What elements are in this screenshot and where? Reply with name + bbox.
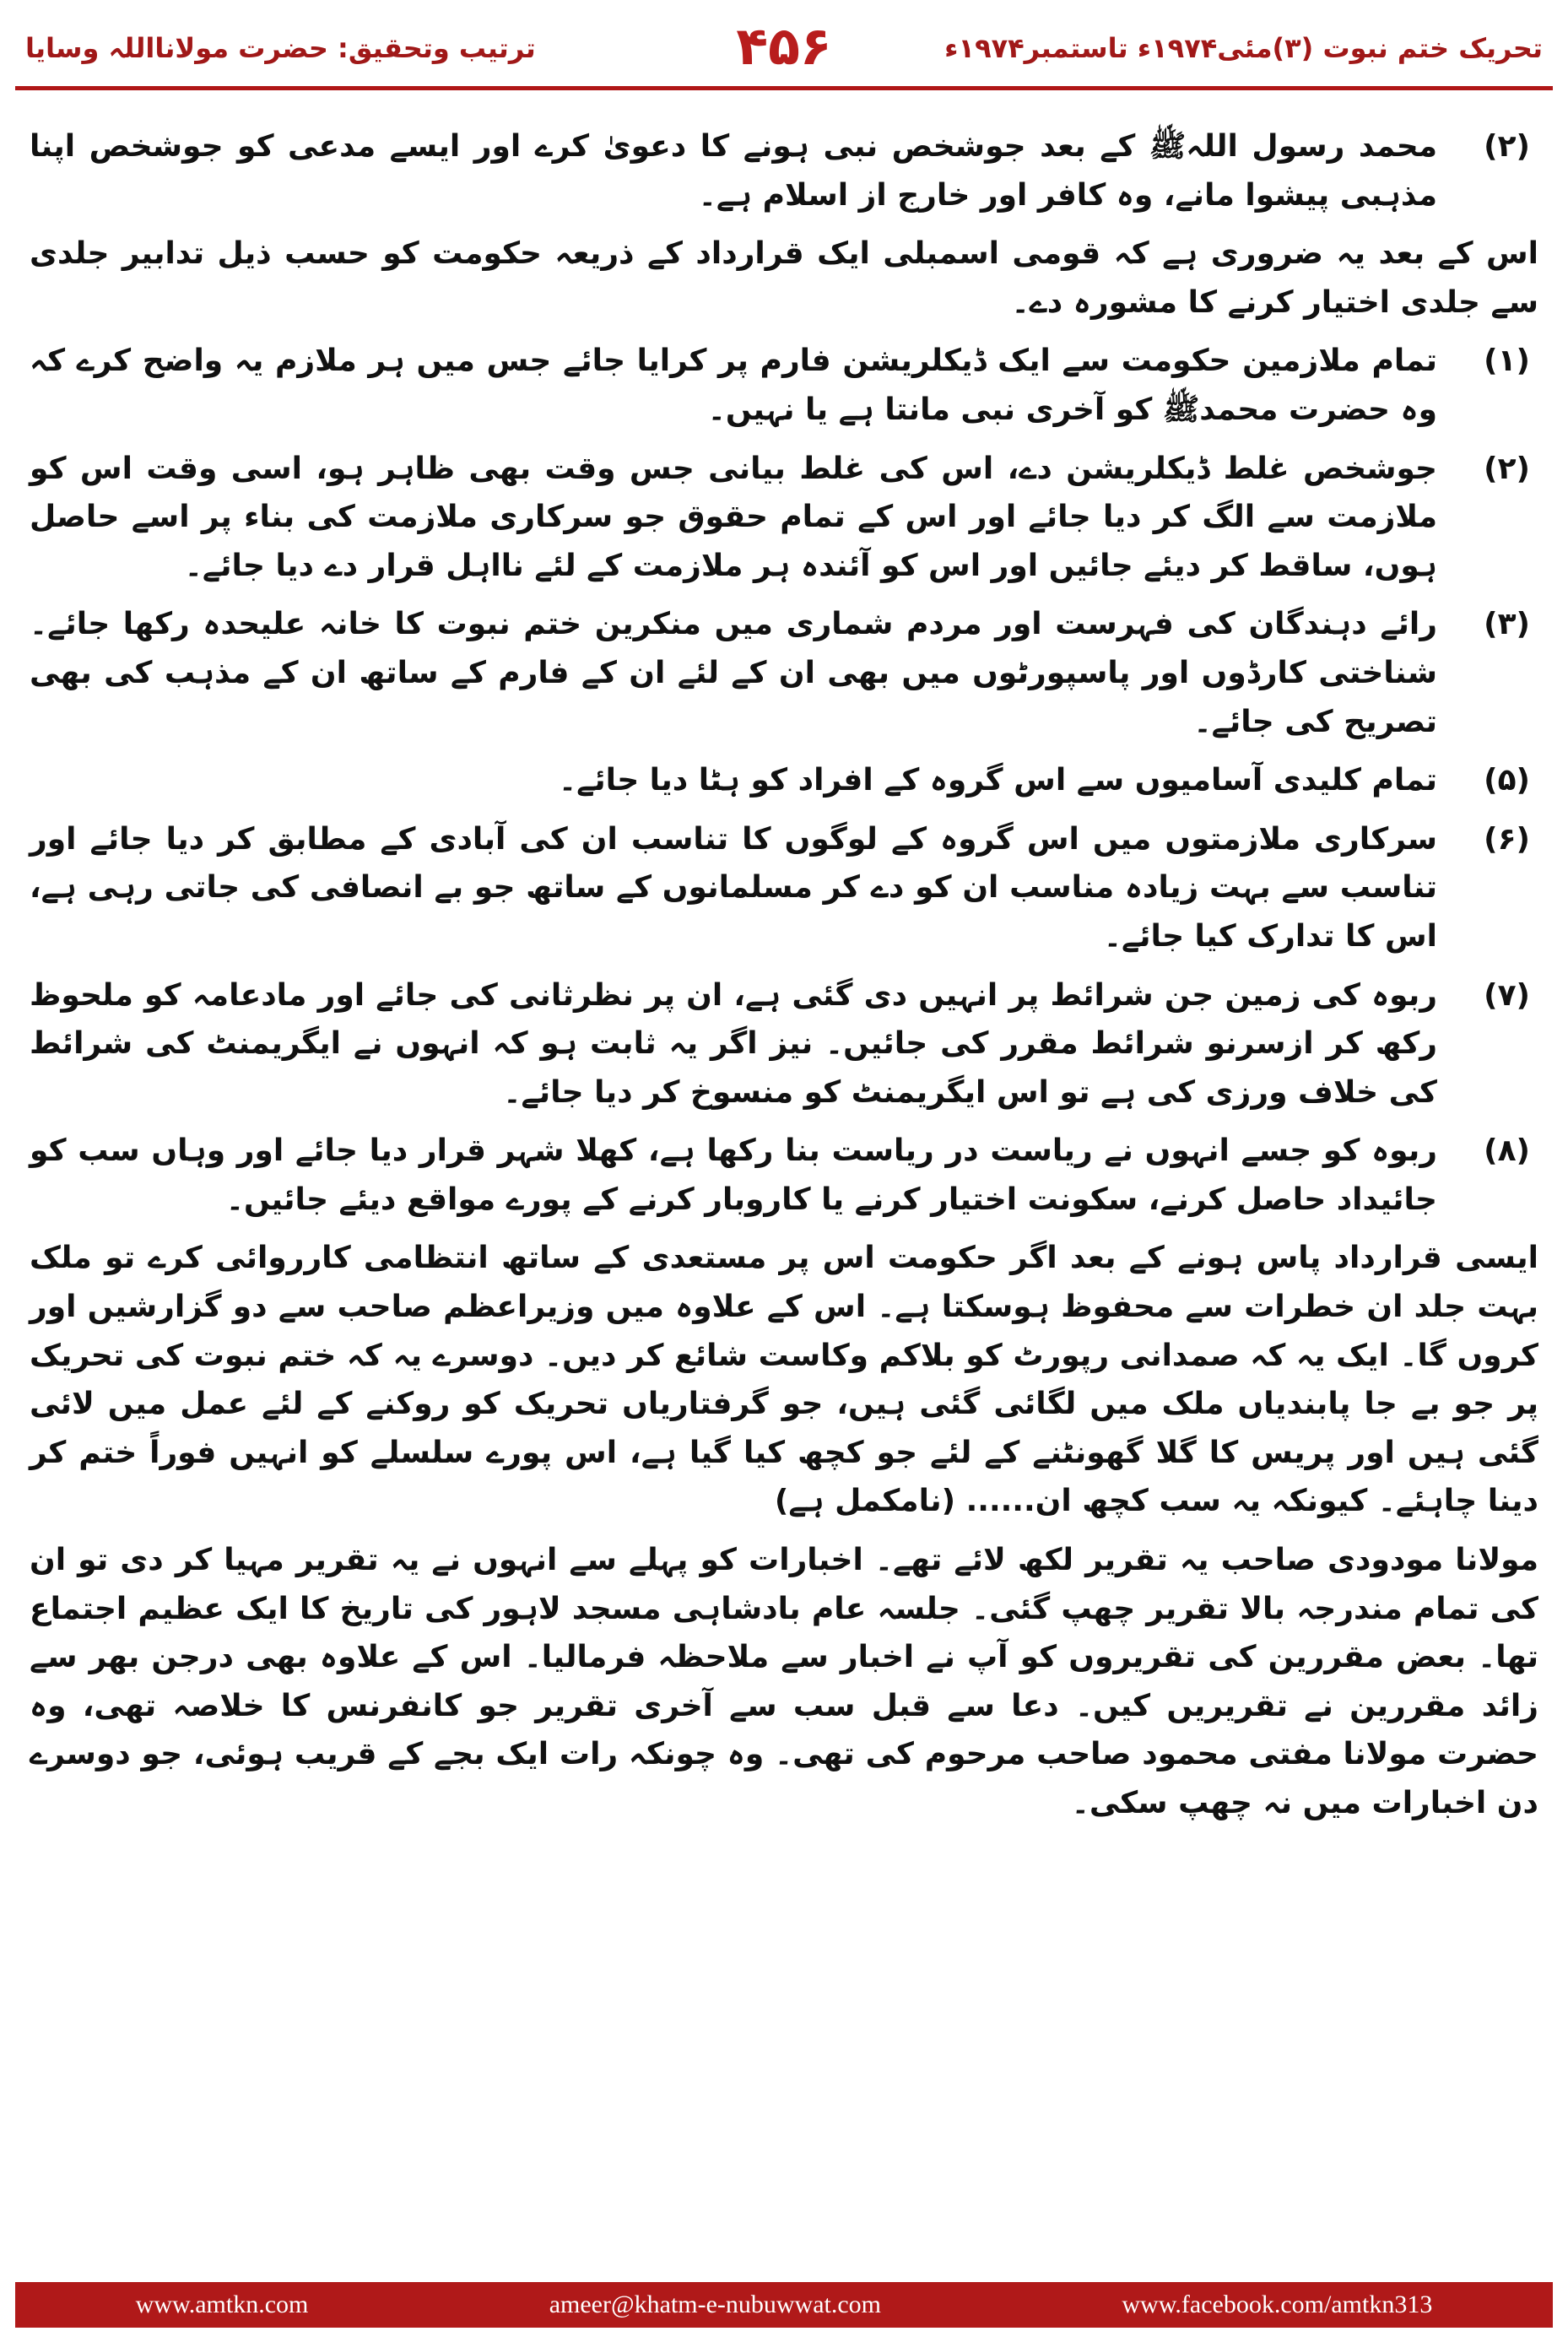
email-link[interactable]: ameer@khatm-e-nubuwwat.com	[549, 2291, 882, 2318]
body-paragraph: ایسی قرارداد پاس ہونے کے بعد اگر حکومت اس پر مستعدی کے ساتھ انتظامی کارروائی کرے تو ملک بہت جلد ان خطرات سے محفوظ ہوسکتا ہے۔ اس کے علاوہ میں وزیراعظم صاحب سے دو گزارشیں اور کروں گا۔ ایک یہ کہ صمدانی رپورٹ کو بلاکم وکاست شائع کر دیں۔ دوسرے یہ کہ ختم نبوت کی تحریک پر جو بے جا پابندیاں ملک میں لگائی گئی ہیں، جو گرفتاریاں تحریک کو روکنے کے لئے عمل میں لائی گئی ہیں اور پریس کا گلا گھونٹنے کے لئے جو کچھ کیا گیا ہے، اس پورے سلسلے کو انہیں فوراً ختم کر دینا چاہئے۔ کیونکہ یہ سب کچھ ان...... (نامکمل ہے)	[30, 1241, 1538, 1519]
item-number: (۲)	[1484, 451, 1530, 486]
list-item	[30, 1127, 1538, 1224]
item-text: تمام کلیدی آسامیوں سے اس گروہ کے افراد کو ہٹا دیا جائے۔	[558, 763, 1437, 798]
list-item	[30, 445, 1538, 591]
item-number: (۷)	[1484, 977, 1530, 1013]
intro-paragraph: اس کے بعد یہ ضروری ہے کہ قومی اسمبلی ایک قرارداد کے ذریعہ حکومت کو حسب ذیل تدابیر جلدی سے جلدی اختیار کرنے کا مشورہ دے۔	[30, 236, 1538, 320]
page-body	[30, 122, 1538, 2253]
website-link[interactable]: www.amtkn.com	[135, 2291, 309, 2318]
item-number: (۶)	[1484, 821, 1530, 857]
list-item	[30, 815, 1538, 961]
book-title: تحریک ختم نبوت (۳)مئی۱۹۷۴ء تاستمبر۱۹۷۴ء	[944, 32, 1543, 64]
page-header	[0, 0, 1568, 93]
body-paragraph: مولانا مودودی صاحب یہ تقریر لکھ لائے تھے۔ اخبارات کو پہلے سے انہوں نے یہ تقریر مہیا کر دی تو ان کی تمام مندرجہ بالا تقریر چھپ گئی۔ جلسہ عام بادشاہی مسجد لاہور کی تاریخ کا ایک عظیم اجتماع تھا۔ بعض مقررین کی تقریروں کو آپ نے اخبار سے ملاحظہ فرمالیا۔ اس کے علاوہ بھی درجن بھر سے زائد مقررین نے تقریریں کیں۔ دعا سے قبل سب سے آخری تقریر جو کانفرنس کا خلاصہ تھی، وہ حضرت مولانا مفتی محمود صاحب مرحوم کی تھی۔ وہ چونکہ رات ایک بجے کے قریب ہوئی، جو دوسرے دن اخبارات میں نہ چھپ سکی۔	[30, 1543, 1538, 1820]
item-text: محمد رسول اللہﷺ کے بعد جوشخص نبی ہونے کا دعویٰ کرے اور ایسے مدعی کو جوشخص اپنا مذہبی پیشوا مانے، وہ کافر اور خارج از اسلام ہے۔	[30, 129, 1437, 213]
item-number: (۸)	[1484, 1133, 1530, 1169]
item-text: جوشخص غلط ڈیکلریشن دے، اس کی غلط بیانی جس وقت بھی ظاہر ہو، اسی وقت اس کو ملازمت سے الگ کر دیا جائے اور اس کے تمام حقوق جو سرکاری ملازمت کی بناء پر اسے حاصل ہوں، ساقط کر دیئے جائیں اور اس کو آئندہ ہر ملازمت کے لئے نااہل قرار دے دیا جائے۔	[30, 451, 1437, 583]
list-item	[30, 756, 1538, 805]
facebook-link[interactable]: www.facebook.com/amtkn313	[1122, 2291, 1433, 2318]
header-divider	[15, 86, 1553, 90]
item-number: (۲)	[1484, 129, 1530, 164]
compiler-credit: ترتیب وتحقیق: حضرت مولانااللہ وسایا	[25, 32, 536, 64]
page-footer	[15, 2282, 1553, 2328]
item-number: (۳)	[1484, 607, 1530, 642]
item-text: رائے دہندگان کی فہرست اور مردم شماری میں منکرین ختم نبوت کا خانہ علیحدہ رکھا جائے۔ شناختی کارڈوں اور پاسپورٹوں میں بھی ان کے لئے ان کے فارم کے ساتھ ان کے مذہب کی بھی تصریح کی جائے۔	[30, 607, 1437, 739]
item-number: (۱)	[1484, 343, 1530, 379]
page-number: ۴۵۶	[736, 15, 832, 77]
item-text: تمام ملازمین حکومت سے ایک ڈیکلریشن فارم پر کرایا جائے جس میں ہر ملازم یہ واضح کرے کہ وہ حضرت محمدﷺ کو آخری نبی مانتا ہے یا نہیں۔	[30, 343, 1437, 427]
list-item	[30, 600, 1538, 746]
item-text: ربوہ کی زمین جن شرائط پر انہیں دی گئی ہے، ان پر نظرثانی کی جائے اور مادعامہ کو ملحوظ رکھ کر ازسرنو شرائط مقرر کی جائیں۔ نیز اگر یہ ثابت ہو کہ انہوں نے ایگریمنٹ کی شرائط کی خلاف ورزی کی ہے تو اس ایگریمنٹ کو منسوخ کر دیا جائے۔	[30, 977, 1437, 1110]
list-item	[30, 337, 1538, 434]
list-item	[30, 971, 1538, 1117]
item-number: (۵)	[1484, 763, 1530, 798]
list-item	[30, 122, 1538, 219]
item-text: سرکاری ملازمتوں میں اس گروہ کے لوگوں کا تناسب ان کی آبادی کے مطابق کر دیا جائے اور تناسب سے بہت زیادہ مناسب ان کو دے کر مسلمانوں کے ساتھ جو بے انصافی کی جاتی رہی ہے، اس کا تدارک کیا جائے۔	[30, 821, 1437, 954]
item-text: ربوہ کو جسے انہوں نے ریاست در ریاست بنا رکھا ہے، کھلا شہر قرار دیا جائے اور وہاں سب کو جائیداد حاصل کرنے، سکونت اختیار کرنے یا کاروبار کرنے کے پورے مواقع دیئے جائیں۔	[30, 1133, 1437, 1217]
